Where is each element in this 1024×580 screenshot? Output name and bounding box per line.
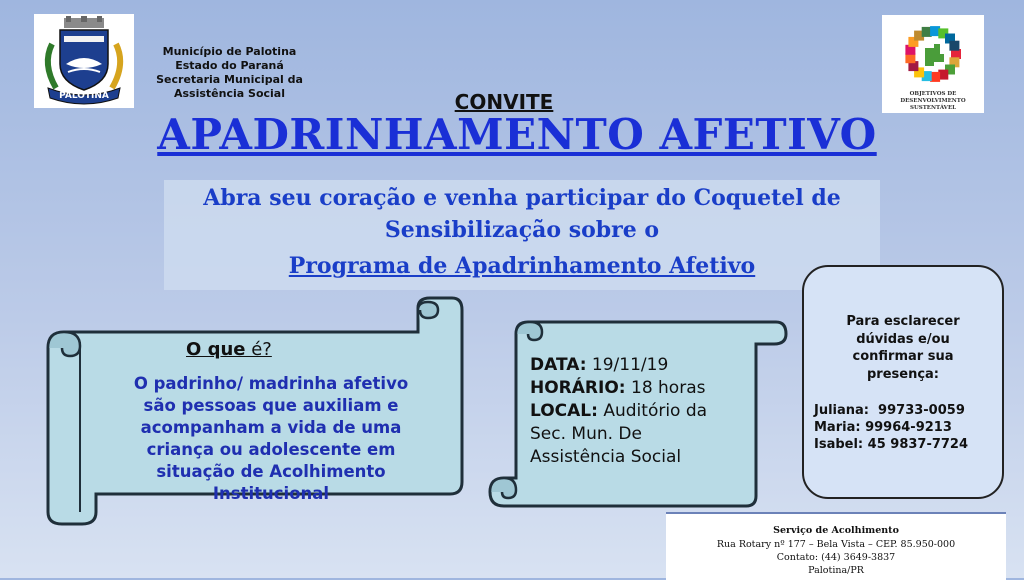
palotina-crest-logo [34,14,134,108]
time-label: HORÁRIO: [530,378,626,398]
description-line: O padrinho/ madrinha afetivo [133,374,409,393]
what-is-heading-rest: é? [245,339,272,360]
contact-heading [804,313,1002,383]
municipality-line: Secretaria Municipal da [156,73,303,86]
footer-city: Palotina/PR [808,565,864,576]
contact-heading-line: presença: [866,366,940,382]
crest-ribbon-text: PALOTINA [59,91,109,101]
invitation-panel [164,180,880,290]
invitation-line: Abra seu coração e venha participar do Coquetel de [203,185,841,211]
page-title: APADRINHAMENTO AFETIVO [157,110,877,159]
contact-isabel: Isabel: 45 9837-7724 [814,437,969,452]
ods-ring-tile [949,41,959,51]
time-value: 18 horas [625,378,706,398]
contact-box [802,265,1004,499]
municipality-line: Município de Palotina [162,45,297,58]
ods-caption-line: SUSTENTÁVEL [909,105,957,111]
ods-caption-line: DESENVOLVIMENTO [900,98,966,104]
program-link[interactable]: Programa de Apadrinhamento Afetivo [288,253,756,279]
footer-address [666,512,1006,580]
footer-title: Serviço de Acolhimento [773,525,899,536]
contact-heading-line: confirmar sua [852,349,954,364]
description-line: são pessoas que auxiliam e [143,396,399,415]
invitation-line: Sensibilização sobre o [384,217,660,243]
description-line: criança ou adolescente em [146,440,396,459]
footer-street: Rua Rotary nº 177 – Bela Vista – CEP. 85.950-000 [716,539,956,550]
municipality-line: Assistência Social [174,87,285,100]
what-is-heading [186,339,316,360]
date-value: 19/11/19 [586,355,669,375]
place-value: Auditório da [597,401,708,421]
convite-heading: CONVITE [454,90,554,114]
municipality-header [142,45,317,101]
what-is-heading-bold: O que [186,339,246,360]
event-details [530,354,760,469]
ods-caption [882,91,984,112]
event-place [530,400,760,423]
place-label: LOCAL: [530,401,598,421]
place-line: Sec. Mun. De [530,424,642,444]
description-line: situação de Acolhimento [156,462,386,481]
contact-heading-line: dúvidas e/ou [856,331,950,347]
footer-phone: Contato: (44) 3649-3837 [776,552,896,563]
ods-caption-line: OBJETIVOS DE [909,91,957,97]
description-line: acompanham a vida de uma [140,418,402,437]
event-time [530,377,760,400]
date-label: DATA: [530,355,587,375]
municipality-line: Estado do Paraná [175,59,284,72]
event-date [530,354,760,377]
place-line: Assistência Social [530,447,682,467]
description-line: Institucional [212,484,330,503]
contact-juliana: Juliana: 99733-0059 [814,403,965,418]
contact-maria: Maria: 99964-9213 [814,420,952,435]
what-is-description [106,373,436,505]
ods-logo [882,15,984,113]
contact-heading-line: Para esclarecer [846,314,960,329]
